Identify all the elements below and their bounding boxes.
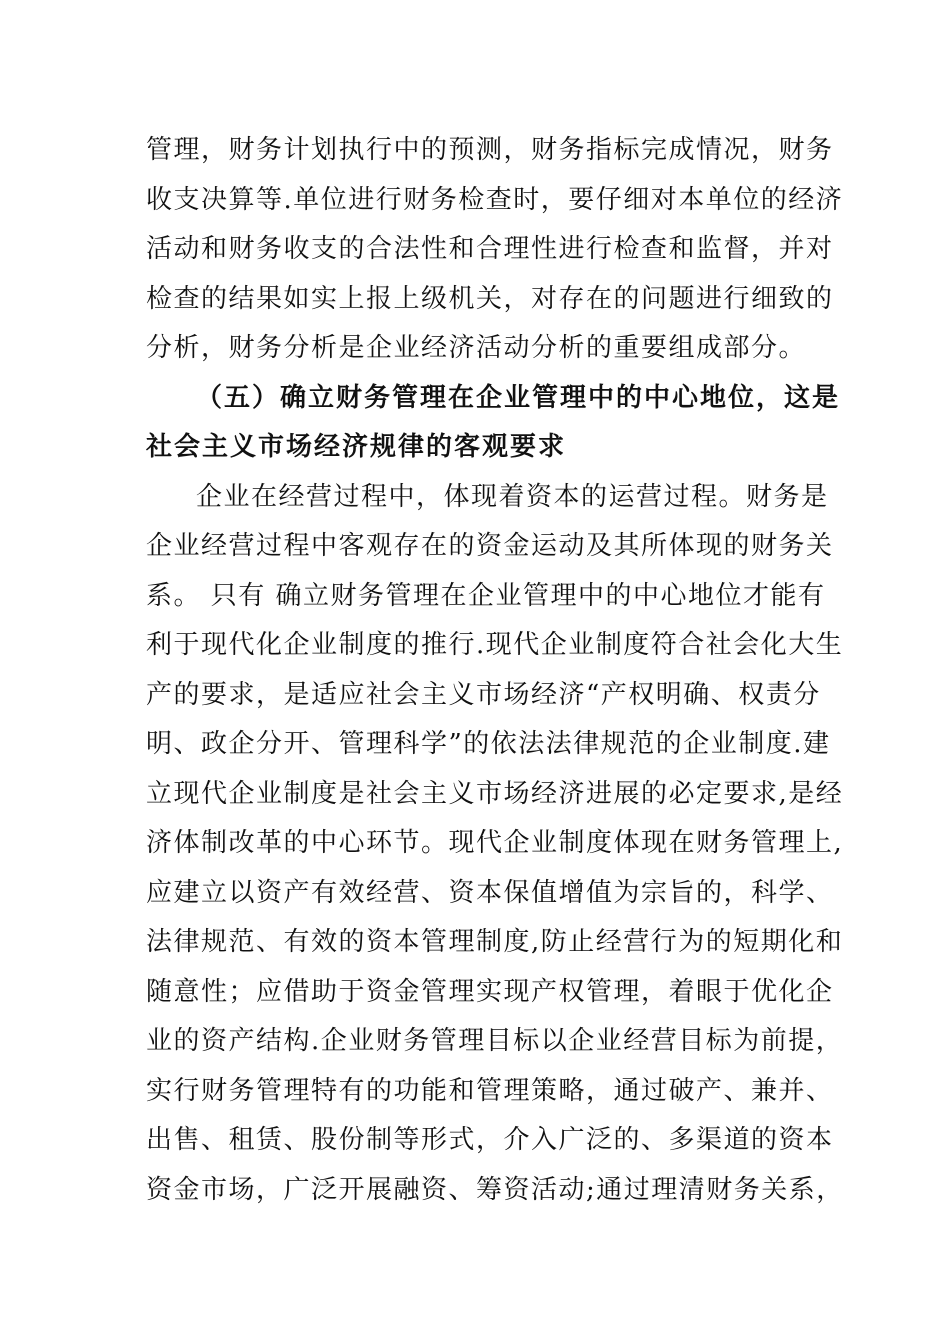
paragraph-line: 资金市场，广泛开展融资、筹资活动;通过理清财务关系， [146,1175,844,1205]
paragraph-line: 实行财务管理特有的功能和管理策略，通过破产、兼并、 [146,1076,834,1106]
paragraph-line: 管理，财务计划执行中的预测，财务指标完成情况，财务 [146,135,834,165]
paragraph-line: 收支决算等.单位进行财务检查时，要仔细对本单位的经济 [146,185,844,215]
paragraph-line: 企业经营过程中客观存在的资金运动及其所体现的财务关 [146,531,834,561]
paragraph-line: 利于现代化企业制度的推行.现代企业制度符合社会化大生 [146,630,844,660]
paragraph-line: 明、政企分开、管理科学”的依法法律规范的企业制度.建 [146,729,831,759]
section-heading: （五）确立财务管理在企业管理中的中心地位，这是 [196,383,841,413]
paragraph-line: 立现代企业制度是社会主义市场经济进展的必定要求,是经 [146,779,844,809]
section-heading-continued: 社会主义市场经济规律的客观要求 [146,432,567,462]
paragraph-line: 业的资产结构.企业财务管理目标以企业经营目标为前提， [146,1026,844,1056]
paragraph-line: 出售、租赁、股份制等形式，介入广泛的、多渠道的资本 [146,1125,834,1155]
paragraph-line: 产的要求，是适应社会主义市场经济“产权明确、权责分 [146,680,821,710]
paragraph-line: 济体制改革的中心环节。现代企业制度体现在财务管理上, [146,828,844,858]
paragraph-line: 随意性；应借助于资金管理实现产权管理，着眼于优化企 [146,977,834,1007]
paragraph-line: 活动和财务收支的合法性和合理性进行检查和监督，并对 [146,234,834,264]
paragraph-line: 企业在经营过程中，体现着资本的运营过程。财务是 [196,482,829,512]
paragraph-line: 检查的结果如实上报上级机关，对存在的问题进行细致的 [146,284,834,314]
paragraph-line: 应建立以资产有效经营、资本保值增值为宗旨的，科学、 [146,878,834,908]
paragraph-line: 系。 只有 确立财务管理在企业管理中的中心地位才能有 [146,581,826,611]
paragraph-line: 分析，财务分析是企业经济活动分析的重要组成部分。 [146,333,807,363]
paragraph-line: 法律规范、有效的资本管理制度,防止经营行为的短期化和 [146,927,844,957]
